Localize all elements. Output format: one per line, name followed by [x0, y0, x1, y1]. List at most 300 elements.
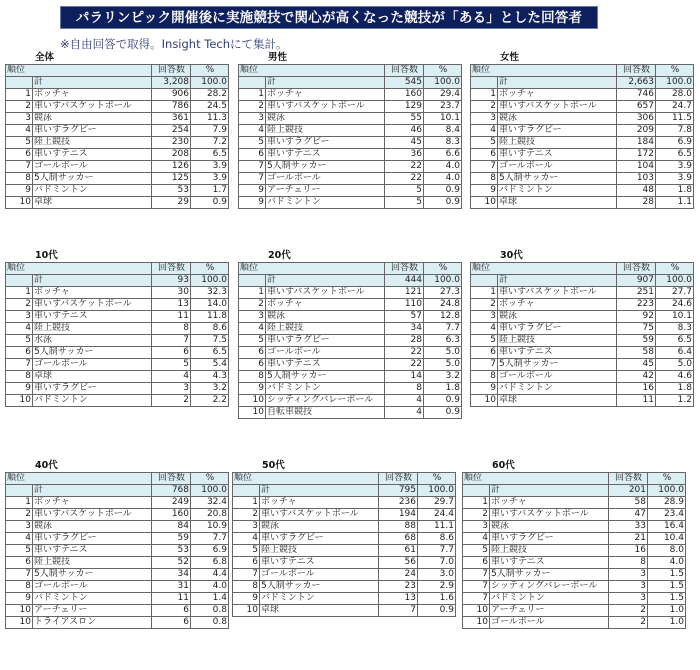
sport-name-cell: 車いすバスケットボール: [260, 509, 379, 521]
rank-cell: 8: [471, 173, 498, 185]
table-row: [471, 383, 694, 395]
table-row: [471, 137, 694, 149]
sport-name-cell: バドミントン: [490, 593, 609, 605]
sport-name-cell: 卓球: [498, 197, 617, 209]
table-row: [6, 557, 229, 569]
sport-name-cell: 車いすテニス: [266, 359, 385, 371]
ranking-table: [5, 262, 229, 407]
sport-name-cell: 陸上競技: [266, 125, 385, 137]
header-name: [33, 65, 152, 77]
table-row: [463, 605, 686, 617]
table-row: [463, 569, 686, 581]
table-header-row: [6, 263, 229, 275]
sport-name-cell: ボッチャ: [266, 89, 385, 101]
total-label: 計: [498, 77, 617, 89]
pct-cell: 6.5: [191, 149, 229, 161]
header-name: [490, 473, 609, 485]
count-cell: 58: [609, 497, 648, 509]
count-cell: 223: [617, 299, 656, 311]
total-pct: 100.0: [648, 485, 686, 497]
rank-cell: 6: [6, 347, 33, 359]
sport-name-cell: ボッチャ: [498, 89, 617, 101]
rank-cell: 10: [6, 617, 33, 629]
sport-name-cell: 車いすテニス: [498, 347, 617, 359]
pct-cell: 0.9: [424, 185, 462, 197]
sport-name-cell: 車いすテニス: [266, 149, 385, 161]
total-row: [6, 485, 229, 497]
count-cell: 13: [379, 593, 418, 605]
total-rank: [6, 275, 33, 287]
ranking-table: [238, 262, 462, 419]
table-row: [471, 347, 694, 359]
count-cell: 786: [152, 101, 191, 113]
sport-name-cell: 車いすラグビー: [33, 383, 152, 395]
count-cell: 121: [385, 287, 424, 299]
rank-cell: 4: [233, 533, 260, 545]
pct-cell: 32.3: [191, 287, 229, 299]
table-row: [6, 605, 229, 617]
table-row: [6, 371, 229, 383]
sport-name-cell: 陸上競技: [33, 557, 152, 569]
table-header-row: [239, 65, 462, 77]
table-row: [239, 383, 462, 395]
table-row: [233, 605, 456, 617]
sport-name-cell: 車いすラグビー: [266, 137, 385, 149]
sport-name-cell: 5人制サッカー: [266, 161, 385, 173]
sport-name-cell: 車いすラグビー: [33, 533, 152, 545]
rank-cell: 8: [233, 581, 260, 593]
table-row: [233, 545, 456, 557]
count-cell: 31: [152, 581, 191, 593]
rank-cell: 1: [6, 497, 33, 509]
rank-cell: 3: [6, 311, 33, 323]
pct-cell: 11.5: [656, 113, 694, 125]
table-row: [239, 359, 462, 371]
rank-cell: 3: [6, 521, 33, 533]
rank-cell: 1: [239, 89, 266, 101]
total-pct: 100.0: [656, 77, 694, 89]
pct-cell: 7.2: [191, 137, 229, 149]
total-pct: 100.0: [656, 275, 694, 287]
count-cell: 184: [617, 137, 656, 149]
count-cell: 8: [609, 557, 648, 569]
total-pct: 100.0: [191, 275, 229, 287]
total-count: 768: [152, 485, 191, 497]
pct-cell: 3.0: [418, 569, 456, 581]
pct-cell: 28.9: [648, 497, 686, 509]
sport-name-cell: 陸上競技: [33, 323, 152, 335]
total-row: [471, 275, 694, 287]
header-name: [33, 263, 152, 275]
pct-cell: 1.8: [656, 185, 694, 197]
rank-cell: 2: [471, 299, 498, 311]
rank-cell: 7: [233, 569, 260, 581]
sport-name-cell: 競泳: [498, 113, 617, 125]
total-label: 計: [33, 275, 152, 287]
total-pct: 100.0: [424, 275, 462, 287]
sport-name-cell: 競泳: [33, 113, 152, 125]
sport-name-cell: 自転車競技: [266, 407, 385, 419]
rank-cell: 10: [6, 197, 33, 209]
count-cell: 2: [152, 395, 191, 407]
ranking-table: [238, 64, 462, 209]
header-count: 回答数: [152, 473, 191, 485]
header-name: [260, 473, 379, 485]
rank-cell: 5: [239, 137, 266, 149]
pct-cell: 4.4: [191, 569, 229, 581]
sport-name-cell: 競泳: [260, 521, 379, 533]
rank-cell: 6: [239, 359, 266, 371]
count-cell: 209: [617, 125, 656, 137]
count-cell: 53: [152, 185, 191, 197]
table-row: [239, 89, 462, 101]
pct-cell: 0.9: [418, 605, 456, 617]
sport-name-cell: 陸上競技: [498, 335, 617, 347]
pct-cell: 6.8: [191, 557, 229, 569]
table-row: [471, 173, 694, 185]
header-pct: %: [191, 65, 229, 77]
rank-cell: 3: [471, 311, 498, 323]
total-row: [239, 275, 462, 287]
count-cell: 160: [385, 89, 424, 101]
rank-cell: 9: [471, 383, 498, 395]
sport-name-cell: バドミントン: [498, 185, 617, 197]
ranking-panel-1: [238, 52, 462, 209]
count-cell: 236: [379, 497, 418, 509]
table-row: [463, 509, 686, 521]
sport-name-cell: 5人制サッカー: [33, 173, 152, 185]
rank-cell: 4: [6, 125, 33, 137]
table-row: [471, 395, 694, 407]
rank-cell: 2: [471, 101, 498, 113]
count-cell: 4: [385, 407, 424, 419]
panel-title: 10代: [35, 250, 58, 261]
table-row: [6, 383, 229, 395]
sport-name-cell: バドミントン: [498, 383, 617, 395]
pct-cell: 12.8: [424, 311, 462, 323]
sport-name-cell: ボッチャ: [33, 497, 152, 509]
table-row: [233, 509, 456, 521]
pct-cell: 24.4: [418, 509, 456, 521]
rank-cell: 3: [239, 113, 266, 125]
pct-cell: 1.8: [424, 383, 462, 395]
panel-title: 60代: [492, 460, 515, 471]
table-row: [6, 185, 229, 197]
rank-cell: 2: [6, 509, 33, 521]
header-rank: 順位: [233, 473, 260, 485]
table-row: [6, 545, 229, 557]
pct-cell: 6.6: [424, 149, 462, 161]
sport-name-cell: 車いすバスケットボール: [498, 287, 617, 299]
rank-cell: 10: [233, 605, 260, 617]
pct-cell: 3.2: [424, 371, 462, 383]
count-cell: 47: [609, 509, 648, 521]
pct-cell: 5.0: [424, 347, 462, 359]
table-row: [239, 299, 462, 311]
page-title: パラリンピック開催後に実施競技で関心が高くなった競技が「ある」とした回答者: [60, 6, 598, 29]
pct-cell: 0.8: [191, 617, 229, 629]
panel-title: 30代: [500, 250, 523, 261]
header-count: 回答数: [385, 65, 424, 77]
count-cell: 53: [152, 545, 191, 557]
total-pct: 100.0: [191, 77, 229, 89]
count-cell: 208: [152, 149, 191, 161]
rank-cell: 7: [239, 173, 266, 185]
rank-cell: 7: [239, 161, 266, 173]
pct-cell: 7.7: [424, 323, 462, 335]
rank-cell: 10: [463, 605, 490, 617]
count-cell: 7: [379, 605, 418, 617]
table-row: [6, 161, 229, 173]
rank-cell: 8: [6, 581, 33, 593]
total-rank: [471, 77, 498, 89]
sport-name-cell: 車いすラグビー: [266, 335, 385, 347]
count-cell: 13: [152, 299, 191, 311]
count-cell: 23: [379, 581, 418, 593]
sport-name-cell: 車いすテニス: [33, 545, 152, 557]
total-count: 3,208: [152, 77, 191, 89]
total-rank: [6, 77, 33, 89]
rank-cell: 3: [239, 311, 266, 323]
count-cell: 34: [152, 569, 191, 581]
total-label: 計: [33, 77, 152, 89]
pct-cell: 14.0: [191, 299, 229, 311]
sport-name-cell: ボッチャ: [490, 497, 609, 509]
rank-cell: 4: [239, 323, 266, 335]
pct-cell: 0.9: [424, 395, 462, 407]
ranking-panel-3: [5, 250, 229, 407]
pct-cell: 1.2: [656, 395, 694, 407]
table-row: [6, 581, 229, 593]
rank-cell: 5: [239, 335, 266, 347]
sport-name-cell: 競泳: [490, 521, 609, 533]
pct-cell: 1.5: [648, 581, 686, 593]
pct-cell: 29.7: [418, 497, 456, 509]
count-cell: 129: [385, 101, 424, 113]
rank-cell: 1: [471, 287, 498, 299]
count-cell: 230: [152, 137, 191, 149]
count-cell: 55: [385, 113, 424, 125]
rank-cell: 6: [463, 557, 490, 569]
header-pct: %: [191, 263, 229, 275]
table-row: [6, 497, 229, 509]
total-pct: 100.0: [424, 77, 462, 89]
table-row: [471, 101, 694, 113]
pct-cell: 23.4: [648, 509, 686, 521]
table-row: [233, 521, 456, 533]
rank-cell: 7: [471, 161, 498, 173]
count-cell: 21: [609, 533, 648, 545]
rank-cell: 9: [6, 383, 33, 395]
rank-cell: 6: [239, 347, 266, 359]
count-cell: 7: [152, 335, 191, 347]
sport-name-cell: 競泳: [498, 311, 617, 323]
pct-cell: 32.4: [191, 497, 229, 509]
table-row: [471, 311, 694, 323]
rank-cell: 9: [233, 593, 260, 605]
pct-cell: 23.7: [424, 101, 462, 113]
ranking-panel-4: [238, 250, 462, 419]
table-row: [6, 395, 229, 407]
rank-cell: 5: [463, 545, 490, 557]
count-cell: 24: [379, 569, 418, 581]
rank-cell: 10: [6, 605, 33, 617]
source-note: ※自由回答で取得。Insight Techにて集計。: [60, 37, 288, 51]
count-cell: 84: [152, 521, 191, 533]
count-cell: 11: [152, 593, 191, 605]
sport-name-cell: 陸上競技: [33, 137, 152, 149]
sport-name-cell: ゴールボール: [33, 359, 152, 371]
rank-cell: 1: [239, 287, 266, 299]
table-header-row: [239, 263, 462, 275]
table-row: [471, 161, 694, 173]
table-row: [463, 581, 686, 593]
sport-name-cell: ゴールボール: [260, 569, 379, 581]
header-name: [498, 263, 617, 275]
sport-name-cell: ゴールボール: [266, 173, 385, 185]
pct-cell: 27.7: [656, 287, 694, 299]
ranking-table: [5, 64, 229, 209]
rank-cell: 9: [239, 383, 266, 395]
count-cell: 3: [609, 581, 648, 593]
table-header-row: [471, 65, 694, 77]
table-row: [6, 533, 229, 545]
pct-cell: 10.9: [191, 521, 229, 533]
pct-cell: 7.7: [418, 545, 456, 557]
pct-cell: 10.1: [424, 113, 462, 125]
pct-cell: 8.4: [424, 125, 462, 137]
count-cell: 906: [152, 89, 191, 101]
sport-name-cell: 車いすテニス: [490, 557, 609, 569]
rank-cell: 10: [471, 395, 498, 407]
table-row: [6, 149, 229, 161]
table-row: [6, 509, 229, 521]
table-row: [6, 617, 229, 629]
rank-cell: 7: [471, 359, 498, 371]
count-cell: 361: [152, 113, 191, 125]
table-row: [471, 149, 694, 161]
table-row: [239, 335, 462, 347]
pct-cell: 10.1: [656, 311, 694, 323]
table-row: [233, 497, 456, 509]
rank-cell: 4: [471, 125, 498, 137]
rank-cell: 2: [6, 299, 33, 311]
total-label: 計: [498, 275, 617, 287]
table-row: [6, 347, 229, 359]
pct-cell: 20.8: [191, 509, 229, 521]
table-row: [471, 197, 694, 209]
pct-cell: 8.6: [418, 533, 456, 545]
rank-cell: 1: [6, 89, 33, 101]
rank-cell: 3: [463, 521, 490, 533]
sport-name-cell: 5人制サッカー: [498, 173, 617, 185]
sport-name-cell: シッティングバレーボール: [266, 395, 385, 407]
table-row: [471, 323, 694, 335]
count-cell: 3: [609, 569, 648, 581]
pct-cell: 7.8: [656, 125, 694, 137]
count-cell: 3: [609, 593, 648, 605]
pct-cell: 4.0: [424, 173, 462, 185]
ranking-table: [470, 262, 694, 407]
sport-name-cell: バドミントン: [33, 185, 152, 197]
total-count: 907: [617, 275, 656, 287]
table-row: [6, 287, 229, 299]
total-rank: [233, 485, 260, 497]
count-cell: 16: [617, 383, 656, 395]
total-row: [6, 275, 229, 287]
total-label: 計: [260, 485, 379, 497]
rank-cell: 1: [233, 497, 260, 509]
panel-title: 40代: [35, 460, 58, 471]
count-cell: 194: [379, 509, 418, 521]
pct-cell: 4.0: [424, 161, 462, 173]
rank-cell: 3: [6, 113, 33, 125]
sport-name-cell: 車いすバスケットボール: [33, 101, 152, 113]
sport-name-cell: バドミントン: [266, 197, 385, 209]
count-cell: 45: [617, 359, 656, 371]
rank-cell: 10: [6, 395, 33, 407]
total-row: [233, 485, 456, 497]
table-header-row: [463, 473, 686, 485]
pct-cell: 8.6: [191, 323, 229, 335]
rank-cell: 4: [6, 533, 33, 545]
header-rank: 順位: [471, 263, 498, 275]
total-count: 545: [385, 77, 424, 89]
count-cell: 6: [152, 605, 191, 617]
panel-title: 男性: [268, 52, 288, 63]
header-count: 回答数: [617, 263, 656, 275]
sport-name-cell: 車いすラグビー: [260, 533, 379, 545]
sport-name-cell: 水泳: [33, 335, 152, 347]
count-cell: 34: [385, 323, 424, 335]
header-pct: %: [424, 65, 462, 77]
rank-cell: 7: [463, 581, 490, 593]
table-row: [239, 407, 462, 419]
ranking-table: [232, 472, 456, 617]
pct-cell: 3.9: [656, 161, 694, 173]
rank-cell: 6: [6, 557, 33, 569]
count-cell: 22: [385, 173, 424, 185]
sport-name-cell: 車いすバスケットボール: [33, 299, 152, 311]
table-header-row: [471, 263, 694, 275]
table-row: [239, 347, 462, 359]
sport-name-cell: ゴールボール: [490, 617, 609, 629]
table-header-row: [6, 65, 229, 77]
sport-name-cell: 5人制サッカー: [490, 569, 609, 581]
sport-name-cell: ボッチャ: [33, 89, 152, 101]
panel-title: 全体: [35, 52, 55, 63]
ranking-panel-5: [470, 250, 694, 407]
count-cell: 172: [617, 149, 656, 161]
count-cell: 22: [385, 161, 424, 173]
count-cell: 68: [379, 533, 418, 545]
sport-name-cell: 競泳: [33, 521, 152, 533]
pct-cell: 11.1: [418, 521, 456, 533]
rank-cell: 8: [239, 371, 266, 383]
sport-name-cell: 陸上競技: [266, 323, 385, 335]
table-row: [233, 593, 456, 605]
sport-name-cell: バドミントン: [266, 383, 385, 395]
count-cell: 103: [617, 173, 656, 185]
table-row: [471, 335, 694, 347]
count-cell: 657: [617, 101, 656, 113]
rank-cell: 5: [471, 335, 498, 347]
rank-cell: 4: [463, 533, 490, 545]
pct-cell: 7.0: [418, 557, 456, 569]
count-cell: 2: [609, 617, 648, 629]
pct-cell: 16.4: [648, 521, 686, 533]
pct-cell: 4.6: [656, 371, 694, 383]
